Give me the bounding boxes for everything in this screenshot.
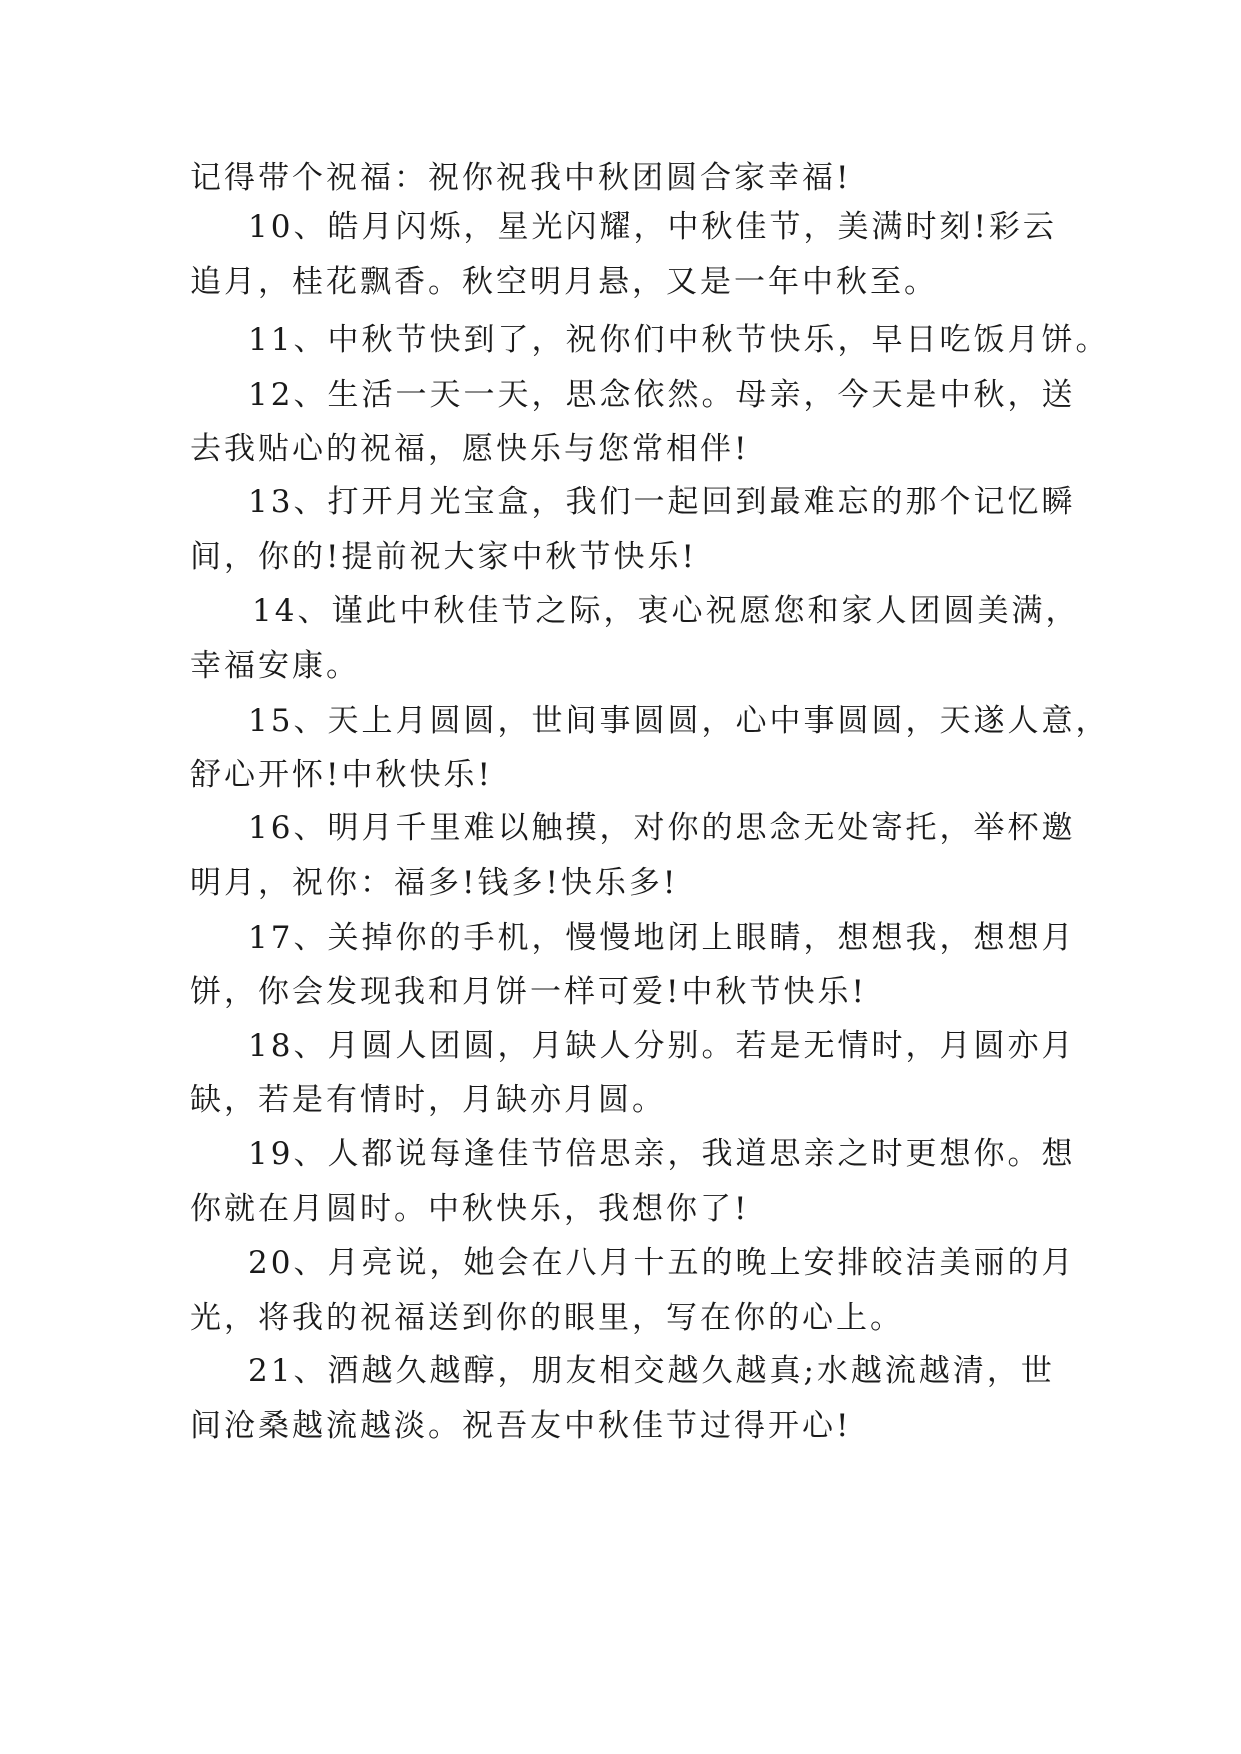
text-line: 间沧桑越流越淡。祝吾友中秋佳节过得开心! (190, 1408, 852, 1444)
text-line: 舒心开怀!中秋快乐! (190, 757, 493, 793)
text-line: 光，将我的祝福送到你的眼里，写在你的心上。 (190, 1300, 904, 1336)
text-line: 12、生活一天一天，思念依然。母亲，今天是中秋，送 (248, 377, 1076, 413)
text-line: 饼，你会发现我和月饼一样可爱!中秋节快乐! (190, 974, 867, 1010)
text-line: 记得带个祝福：祝你祝我中秋团圆合家幸福! (190, 160, 852, 196)
text-line: 18、月圆人团圆，月缺人分别。若是无情时，月圆亦月 (248, 1028, 1076, 1064)
text-line: 21、酒越久越醇，朋友相交越久越真;水越流越清，世 (248, 1353, 1055, 1389)
text-line: 19、人都说每逢佳节倍思亲，我道思亲之时更想你。想 (248, 1136, 1076, 1172)
text-line: 明月，祝你：福多!钱多!快乐多! (190, 865, 679, 901)
text-line: 11、中秋节快到了，祝你们中秋节快乐，早日吃饭月饼。 (248, 322, 1110, 358)
text-line: 追月，桂花飘香。秋空明月悬，又是一年中秋至。 (190, 264, 938, 300)
text-line: 14、谨此中秋佳节之际，衷心祝愿您和家人团圆美满， (252, 593, 1080, 629)
text-line: 10、皓月闪烁，星光闪耀，中秋佳节，美满时刻!彩云 (248, 209, 1057, 245)
text-line: 13、打开月光宝盒，我们一起回到最难忘的那个记忆瞬 (248, 484, 1076, 520)
text-line: 16、明月千里难以触摸，对你的思念无处寄托，举杯邀 (248, 810, 1076, 846)
text-line: 去我贴心的祝福，愿快乐与您常相伴! (190, 431, 750, 467)
text-line: 你就在月圆时。中秋快乐，我想你了! (190, 1191, 750, 1227)
text-line: 15、天上月圆圆，世间事圆圆，心中事圆圆，天遂人意， (248, 703, 1110, 739)
text-line: 幸福安康。 (190, 648, 360, 684)
text-line: 20、月亮说，她会在八月十五的晚上安排皎洁美丽的月 (248, 1245, 1076, 1281)
text-line: 间，你的!提前祝大家中秋节快乐! (190, 539, 697, 575)
text-line: 缺，若是有情时，月缺亦月圆。 (190, 1082, 666, 1118)
text-line: 17、关掉你的手机，慢慢地闭上眼睛，想想我，想想月 (248, 920, 1076, 956)
